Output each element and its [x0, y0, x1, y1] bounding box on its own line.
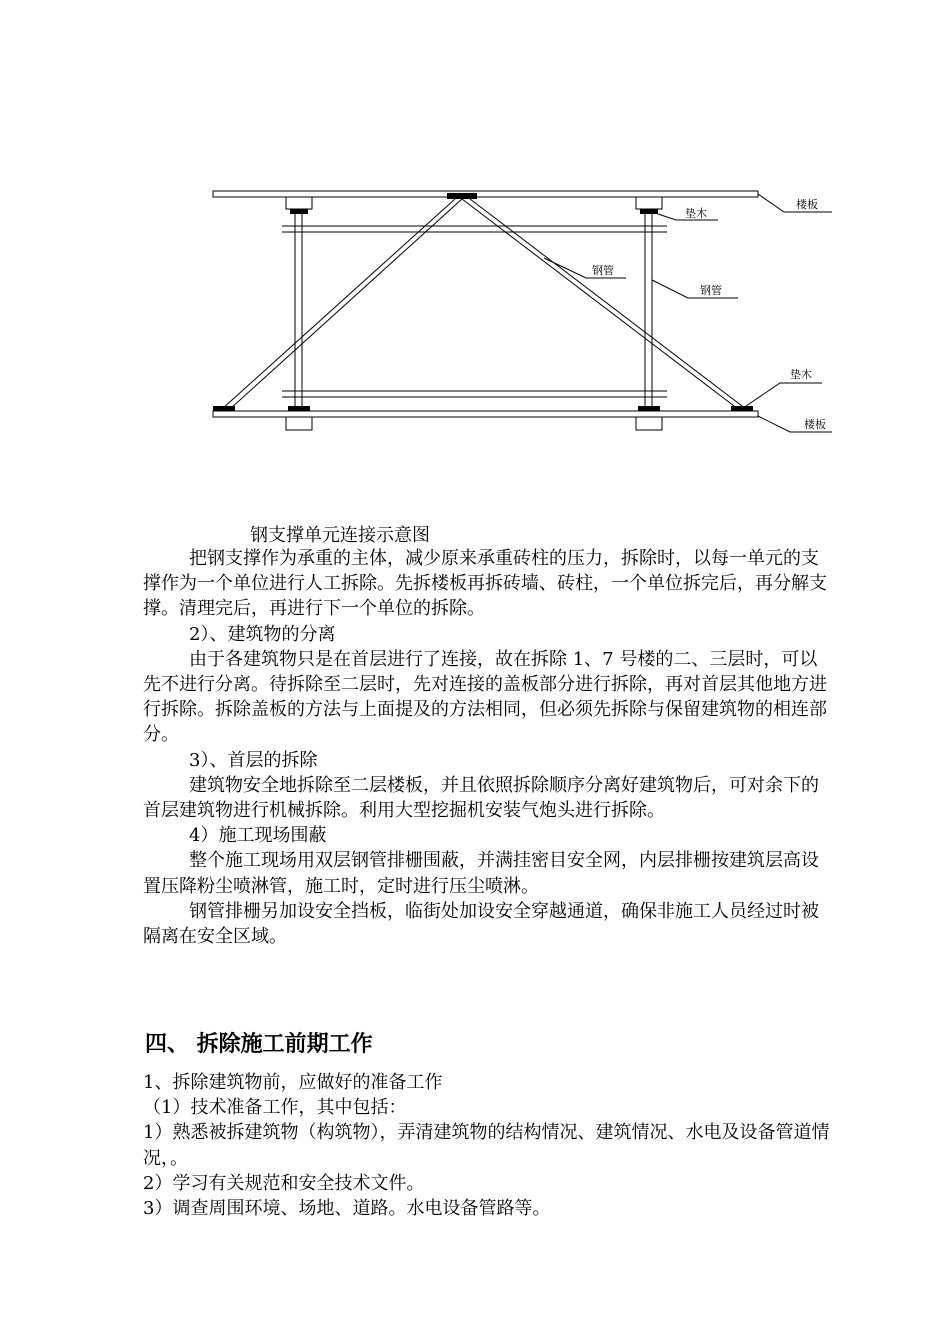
label-slab-bottom: 楼板 — [804, 418, 826, 431]
list-line: 3）调查周围环境、场地、道路。水电设备管路等。 — [143, 1198, 551, 1220]
bottom-pad-far-right — [731, 406, 753, 411]
horizontal-pipe-top — [282, 226, 667, 232]
top-pad-right — [636, 197, 662, 209]
bottom-pad-left — [288, 406, 310, 411]
list-line: 1、拆除建筑物前，应做好的准备工作 — [143, 1072, 443, 1093]
body-text — [143, 546, 833, 949]
leader-pad-bottom — [746, 383, 822, 406]
list-line: 1）熟悉被拆建筑物（构筑物），弄清建筑物的结构情况、建筑情况、水电及设备管道情况，。 — [143, 1122, 830, 1169]
paragraph: 把钢支撑作为承重的主体，减少原来承重砖柱的压力，拆除时，以每一单元的支撑作为一个单位进行人工拆除。先拆楼板再拆砖墙、砖柱，一个单位拆完后，再分解支撑。清理完后，再进行下一个单位的拆除。 — [143, 548, 827, 620]
diagonal-pipe-left — [222, 199, 462, 409]
top-cap-right — [640, 209, 658, 214]
label-pipe-vertical: 钢管 — [700, 284, 722, 297]
subsection-title: 4）施工现场围蔽 — [189, 825, 327, 847]
bottom-pad-far-left — [213, 406, 235, 411]
leader-slab-top — [758, 194, 832, 212]
list-line: （1）技术准备工作，其中包括： — [143, 1097, 407, 1119]
paragraph: 由于各建筑物只是在首层进行了连接，故在拆除 1、7 号楼的二、三层时，可以先不进行分离。待拆除至二层时，先对连接的盖板部分进行拆除，再对首层其他地方进行拆除。拆除盖板的方法与上面提及的方法相同，但必须先拆除与保留建筑物的相连部分。 — [143, 648, 827, 746]
steel-support-diagram — [0, 0, 950, 480]
paragraph: 整个施工现场用双层钢管排栅围蔽，并满挂密目安全网，内层排栅按建筑层高设置压降粉尘喷淋管，施工时，定时进行压尘喷淋。 — [143, 850, 819, 897]
subsection-title: 2）、建筑物的分离 — [189, 623, 336, 645]
bottom-block-right — [636, 417, 662, 430]
label-pad-bottom: 垫木 — [790, 368, 812, 381]
list-text — [143, 1070, 833, 1221]
bottom-block-left — [286, 417, 312, 430]
top-slab — [213, 191, 758, 197]
paragraph: 建筑物安全地拆除至二层楼板，并且依照拆除顺序分离好建筑物后，可对余下的首层建筑物进行机械拆除。利用大型挖掘机安装气炮头进行拆除。 — [143, 774, 819, 822]
bottom-slab — [213, 411, 758, 417]
top-cap-left — [290, 209, 308, 214]
diagonal-pipe-right — [462, 199, 746, 409]
vertical-pipe-right — [645, 214, 652, 406]
top-pad-left — [286, 197, 312, 209]
section-heading: 四、 拆除施工前期工作 — [145, 1032, 373, 1057]
label-pad-top: 垫木 — [685, 207, 707, 220]
vertical-pipe-left — [295, 214, 302, 406]
bottom-pad-right — [638, 406, 660, 411]
list-line: 2）学习有关规范和安全技术文件。 — [143, 1172, 425, 1194]
horizontal-pipe-bottom — [282, 391, 667, 397]
label-slab-top: 楼板 — [796, 198, 818, 211]
subsection-title: 3）、首层的拆除 — [189, 749, 318, 771]
diagram-caption: 钢支撑单元连接示意图 — [250, 525, 430, 546]
leader-pipe-vertical — [652, 280, 738, 298]
top-pad-center — [447, 193, 477, 199]
paragraph: 钢管排栅另加设安全挡板，临街处加设安全穿越通道，确保非施工人员经过时被隔离在安全区域。 — [143, 900, 819, 948]
label-pipe-diagonal: 钢管 — [592, 264, 614, 277]
